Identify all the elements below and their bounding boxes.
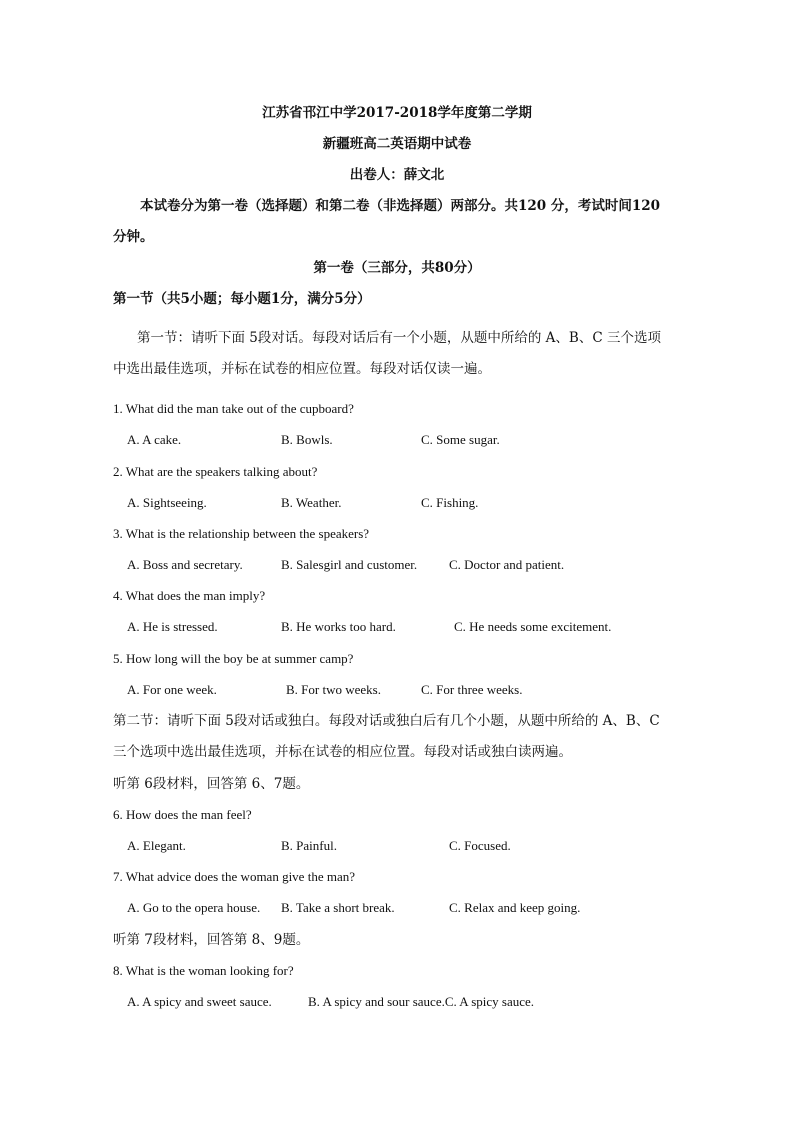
option-c: C. Fishing.: [421, 495, 479, 510]
option-a: A. Boss and secretary.: [127, 557, 243, 572]
question-stem: 5. How long will the boy be at summer camp?: [113, 651, 354, 666]
question-stem: 8. What is the woman looking for?: [113, 963, 294, 978]
option-b: B. For two weeks.: [286, 682, 381, 697]
question-stem: 2. What are the speakers talking about?: [113, 464, 318, 479]
option-b: B. He works too hard.: [281, 619, 396, 634]
option-c: C. He needs some excitement.: [454, 619, 612, 634]
intro-line-1: 本试卷分为第一卷（选择题）和第二卷（非选择题）两部分。共120 分，考试时间120: [140, 198, 661, 214]
option-a: A. Go to the opera house.: [127, 900, 261, 915]
option-b: B. Take a short break.: [281, 900, 395, 915]
volume-title: 第一卷（三部分，共80分）: [313, 260, 481, 276]
material-7-instruction: 听第 7段材料，回答第 8、9题。: [113, 932, 310, 948]
exam-author: 出卷人：薛文北: [349, 167, 445, 183]
section1-heading: 第一节（共5小题；每小题1分，满分5分）: [113, 291, 371, 307]
option-c: C. For three weeks.: [421, 682, 523, 697]
option-c: C. Some sugar.: [421, 432, 500, 447]
option-a: A. Sightseeing.: [127, 495, 207, 510]
question-stem: 3. What is the relationship between the speakers?: [113, 526, 370, 541]
material-6-instruction: 听第 6段材料，回答第 6、7题。: [113, 776, 310, 792]
option-a: A. Elegant.: [127, 838, 186, 853]
school-title: 江苏省邗江中学2017-2018学年度第二学期: [262, 105, 532, 121]
option-c: C. Doctor and patient.: [449, 557, 565, 572]
option-c: C. Relax and keep going.: [449, 900, 581, 915]
exam-title: 新疆班高二英语期中试卷: [322, 136, 472, 152]
question-stem: 4. What does the man imply?: [113, 588, 266, 603]
option-b: B. Salesgirl and customer.: [281, 557, 418, 572]
section1-instruction-1: 第一节：请听下面 5段对话。每段对话后有一个小题，从题中所给的 A、B、C 三个选项: [137, 330, 661, 346]
option-b: B. A spicy and sour sauce.C. A spicy sauce.: [308, 994, 535, 1009]
question-stem: 7. What advice does the woman give the man?: [113, 869, 355, 884]
option-c: C. Focused.: [449, 838, 511, 853]
option-a: A. A cake.: [127, 432, 182, 447]
option-a: A. A spicy and sweet sauce.: [127, 994, 272, 1009]
question-stem: 1. What did the man take out of the cupboard?: [113, 401, 354, 416]
question-stem: 6. How does the man feel?: [113, 807, 252, 822]
section2-instruction-1: 第二节：请听下面 5段对话或独白。每段对话或独白后有几个小题，从题中所给的 A、B、C: [113, 713, 660, 729]
option-a: A. For one week.: [127, 682, 217, 697]
option-b: B. Weather.: [281, 495, 342, 510]
intro-line-2: 分钟。: [113, 229, 154, 245]
option-b: B. Bowls.: [281, 432, 333, 447]
option-a: A. He is stressed.: [127, 619, 218, 634]
option-b: B. Painful.: [281, 838, 337, 853]
section1-instruction-2: 中选出最佳选项，并标在试卷的相应位置。每段对话仅读一遍。: [113, 361, 491, 377]
section2-instruction-2: 三个选项中选出最佳选项，并标在试卷的相应位置。每段对话或独白读两遍。: [113, 744, 572, 760]
